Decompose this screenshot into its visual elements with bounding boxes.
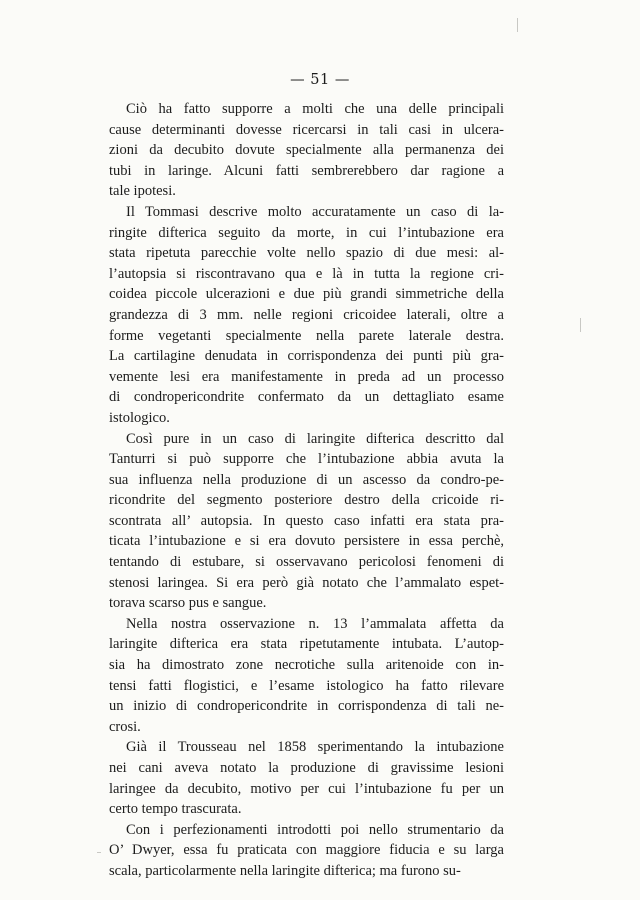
text-line: scontrata all’ autopsia. In questo caso infatti era stata pra- xyxy=(109,512,504,529)
paragraph xyxy=(109,737,504,819)
text-line: vemente lesi era manifestamente in preda ad un processo xyxy=(109,368,504,385)
text-line: grandezza di 3 mm. nelle regioni cricoidee laterali, oltre a xyxy=(109,306,504,323)
text-line: La cartilagine denudata in corrispondenza dei punti più gra- xyxy=(109,348,504,365)
text-line: Nella nostra osservazione n. 13 l’ammalata affetta da xyxy=(126,615,504,632)
text-line: crosi. xyxy=(109,718,141,735)
text-line: Il Tommasi descrive molto accuratamente un caso di la- xyxy=(126,203,504,220)
text-line: ringite difterica seguito da morte, in cui l’intubazione era xyxy=(109,224,504,241)
text-line: laringee da decubito, motivo per cui l’intubazione fu per un xyxy=(109,780,504,797)
text-line: Già il Trousseau nel 1858 sperimentando la intubazione xyxy=(126,739,504,756)
text-line: ricondrite del segmento posteriore destro della cricoide ri- xyxy=(109,492,504,509)
text-line: tale ipotesi. xyxy=(109,183,176,200)
text-line: sua influenza nella produzione di un ascesso da condro-pe- xyxy=(109,471,504,488)
text-line: laringite difterica era stata ripetutamente intubata. L’autop- xyxy=(109,636,504,653)
text-line: tensi fatti flogistici, e l’esame istologico ha fatto rilevare xyxy=(109,677,504,694)
body-text xyxy=(109,99,504,882)
paragraph xyxy=(109,99,504,202)
text-line: Così pure in un caso di laringite difterica descritto dal xyxy=(126,430,504,447)
paragraph xyxy=(109,820,504,882)
text-line: tubi in laringe. Alcuni fatti sembrerebbero dar ragione a xyxy=(109,162,504,179)
text-line: sia ha dimostrato zone necrotiche sulla aritenoide con in- xyxy=(109,657,504,674)
text-line: O’ Dwyer, essa fu praticata con maggiore fiducia e su larga xyxy=(109,842,504,859)
text-line: zioni da decubito dovute specialmente alla permanenza dei xyxy=(109,142,504,159)
text-line: l’autopsia si riscontravano qua e là in tutta la regione cri- xyxy=(109,265,504,282)
margin-mark xyxy=(580,318,581,332)
text-line: Tanturri si può supporre che l’intubazione abbia avuta la xyxy=(109,451,504,468)
text-line: scala, particolarmente nella laringite difterica; ma furono su- xyxy=(109,862,461,879)
text-line: un inizio di condropericondrite in corrispondenza di tali ne- xyxy=(109,698,504,715)
text-line: Con i perfezionamenti introdotti poi nello strumentario da xyxy=(126,821,504,838)
text-line: certo tempo trascurata. xyxy=(109,801,242,818)
text-line: Ciò ha fatto supporre a molti che una delle principali xyxy=(126,101,504,117)
paragraph xyxy=(109,429,504,614)
page-number: — 51 — xyxy=(290,72,350,88)
paragraph xyxy=(109,202,504,429)
text-line: coidea piccole ulcerazioni e due più grandi simmetriche della xyxy=(109,286,504,303)
margin-mark xyxy=(517,18,518,32)
text-line: nei cani aveva notato la produzione di gravissime lesioni xyxy=(109,760,504,776)
text-line: forme vegetanti specialmente nella parete laterale destra. xyxy=(109,327,504,344)
text-line: istologico. xyxy=(109,409,170,426)
text-line: ticata l’intubazione e si era dovuto persistere in essa perchè, xyxy=(109,533,504,550)
margin-mark xyxy=(97,852,101,853)
text-line: stenosi laringea. Si era però già notato che l’ammalato espet- xyxy=(109,574,504,591)
text-line: stata ripetuta parecchie volte nello spazio di due mesi: al- xyxy=(109,245,504,262)
text-line: di condropericondrite confermato da un dettagliato esame xyxy=(109,389,504,406)
paragraph xyxy=(109,614,504,738)
text-line: cause determinanti dovesse ricercarsi in tali casi in ulcera- xyxy=(109,121,504,138)
text-line: torava scarso pus e sangue. xyxy=(109,595,267,612)
text-line: tentando di estubare, si osservavano pericolosi fenomeni di xyxy=(109,554,504,571)
